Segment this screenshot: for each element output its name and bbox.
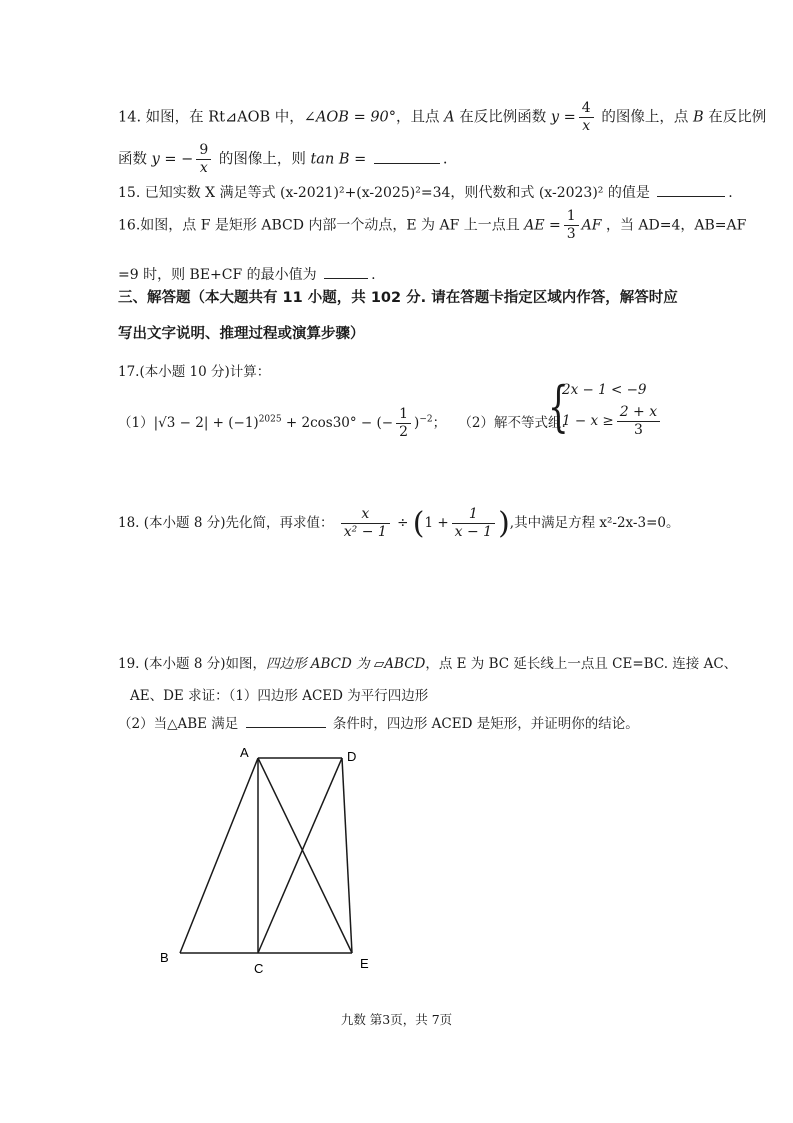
q16-text: 16.如图，点 F 是矩形 ABCD 内部一个动点，E 为 AF 上一点且 [118, 217, 520, 234]
segment-ab [180, 758, 258, 953]
frac-denominator: x [582, 118, 591, 134]
frac-numerator: 1 [564, 208, 579, 226]
q14-text: 在反比例函数 [459, 109, 547, 126]
label-a: A [240, 745, 249, 760]
frac-denominator: x [199, 160, 208, 176]
inequality-2-lhs: 1 − x ≥ [562, 413, 614, 429]
q17-p1-label: （1） [118, 415, 154, 431]
q15-text: 15. 已知实数 X 满足等式 (x-2021)²+(x-2025)²=34，则代数和式 (x-2023)² 的值是 [118, 185, 650, 201]
q14-text: 在反比例 [708, 109, 767, 126]
q17-p1-expr: |√3 − 2| + (−1) [153, 415, 259, 431]
q14-text: ，且点 [396, 109, 440, 126]
frac-denominator: x − 1 [454, 524, 493, 540]
q14-tan: tan B = [310, 151, 367, 168]
q16-end: . [371, 267, 376, 283]
brace-icon: { [548, 375, 569, 438]
q18-text: 18. (本小题 8 分)先化简，再求值： [118, 515, 334, 531]
q14-yeq: y = [550, 109, 576, 126]
section3-line2: 写出文字说明、推理过程或演算步骤） [118, 326, 365, 342]
q17-p1-end: ； [432, 415, 447, 431]
section3-line1: 三、解答题（本大题共有 11 小题，共 102 分. 请在答题卡指定区域内作答，解答时应 [118, 290, 678, 306]
q16-text: =9 时，则 BE+CF 的最小值为 [118, 267, 317, 283]
segment-de [342, 758, 352, 953]
q14-point-b: B [692, 109, 704, 126]
q15-end: . [728, 185, 733, 201]
q18-paren-expr: 1 + [424, 515, 449, 531]
q14-text: 的图像上，点 [601, 109, 689, 126]
inequality-1: 2x − 1 < −9 [562, 382, 647, 398]
label-c: C [254, 961, 264, 976]
q17-p1-exponent: −2 [419, 414, 433, 425]
q19-text: ，点 E 为 BC 延长线上一点且 CE=BC. 连接 AC、 [425, 656, 738, 672]
frac-denominator: 3 [566, 226, 576, 242]
frac-numerator: 9 [196, 142, 211, 160]
label-b: B [160, 950, 169, 965]
q17-p2-label: （2）解不等式组. [458, 415, 566, 431]
q16-text: ，当 AD=4，AB=AF [605, 217, 747, 234]
frac-numerator: x [341, 506, 390, 524]
q19-text: （2）当△ABE 满足 [118, 716, 239, 732]
q14-angle: ∠AOB = 90° [303, 109, 397, 126]
q14-yeq2: y = − [151, 151, 194, 168]
frac-numerator: 1 [452, 506, 495, 524]
frac-numerator: 2 + x [617, 404, 660, 422]
q14-end: . [442, 151, 448, 168]
frac-numerator: 1 [396, 406, 411, 424]
q19-line2: AE、DE 求证：（1）四边形 ACED 为平行四边形 [130, 688, 429, 704]
paren-right-icon: ) [498, 506, 510, 541]
page-footer: 九数 第3页，共 7页 [340, 1012, 453, 1027]
q17-header: 17.(本小题 10 分)计算： [118, 364, 271, 380]
q17-p1-exponent: 2025 [258, 414, 282, 425]
label-d: D [347, 749, 357, 764]
q14-text: 的图像上，则 [218, 151, 306, 168]
q14-text: 14. 如图，在 Rt⊿AOB 中， [118, 109, 304, 126]
frac-denominator: x² − 1 [343, 524, 387, 540]
q17-p1-expr: ) [414, 415, 420, 431]
frac-denominator: 3 [633, 422, 643, 438]
segment-ae [258, 758, 352, 953]
q19-text: 条件时，四边形 ACED 是矩形，并证明你的结论。 [332, 716, 639, 732]
q18-tail: ,其中满足方程 x²-2x-3=0。 [509, 515, 680, 531]
frac-denominator: 2 [399, 424, 409, 440]
segment-dc [258, 758, 342, 953]
q17-p1-expr: + 2cos30° − (− [285, 415, 394, 431]
frac-numerator: 4 [579, 100, 594, 118]
q19-quad: 四边形 ABCD 为 ▱ABCD [265, 656, 426, 672]
q14-text: 函数 [118, 151, 147, 168]
q14-point-a: A [444, 109, 455, 126]
paren-left-icon: ( [412, 506, 425, 541]
q18-divide: ÷ [397, 515, 409, 531]
q16-ae: AE = [524, 217, 561, 234]
q19-text: 19. (本小题 8 分)如图， [118, 656, 266, 672]
q16-af: AF [581, 217, 602, 234]
label-e: E [360, 956, 369, 971]
